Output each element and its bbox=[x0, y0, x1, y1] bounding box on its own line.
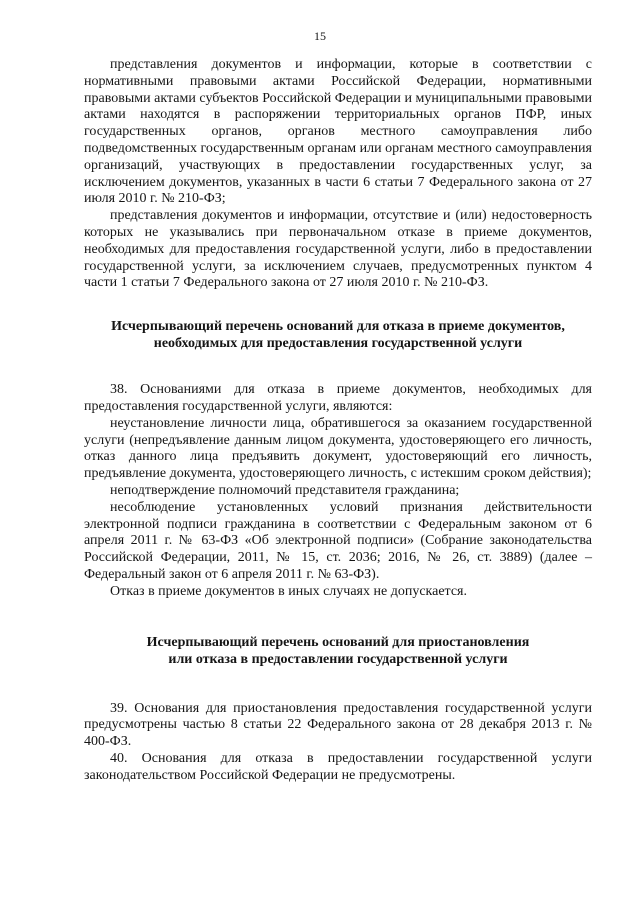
section-heading-line: необходимых для предоставления государственной услуги bbox=[153, 336, 523, 352]
section-heading-suspension-refusal bbox=[84, 634, 592, 668]
paragraph-documents-not-indicated: представления документов и информации, отсутствие и (или) недостоверность которых не указывались при первоначальном отказе в приеме документов, необходимых для предоставления государственной услуги, либо в предоставлении государственной услуги, за исключением случаев, предусмотренных пунктом 4 части 1 статьи 7 Федерального закона от 27 июля 2010 г. № 210-ФЗ. bbox=[84, 208, 592, 291]
section-heading-line: или отказа в предоставлении государственной услуги bbox=[168, 651, 508, 667]
paragraph-electronic-signature: несоблюдение установленных условий признания действительности электронной подписи гражданина в соответствии с Федеральным законом от 6 апреля 2011 г. № 63-ФЗ «Об электронной подписи» (Собрание законодательства Российской Федерации, 2011, № 15, ст. 2036; 2016, № 26, ст. 3889) (далее – Федеральный закон от 6 апреля 2011 г. № 63-ФЗ). bbox=[84, 499, 592, 582]
section-heading-line: Исчерпывающий перечень оснований для приостановления bbox=[146, 634, 530, 650]
page-number: 15 bbox=[314, 29, 326, 43]
document-body bbox=[84, 57, 592, 785]
paragraph-identity-not-established: неустановление личности лица, обратившегося за оказанием государственной услуги (непредъявление данным лицом документа, удостоверяющего его личность, отказ данного лица предъявить документ, удостоверяющий его личность, предъявление документа, удостоверяющего личность, с истекшим сроком действия); bbox=[84, 415, 592, 482]
paragraph-no-other-refusal: Отказ в приеме документов в иных случаях не допускается. bbox=[110, 583, 467, 599]
section-heading-line: Исчерпывающий перечень оснований для отказа в приеме документов, bbox=[111, 319, 565, 335]
paragraph-authority-not-confirmed: неподтверждение полномочий представителя гражданина; bbox=[110, 482, 460, 498]
section-heading-refusal-acceptance bbox=[84, 318, 592, 352]
paragraph-documents-in-possession: представления документов и информации, которые в соответствии с нормативными правовыми актами Российской Федерации, нормативными правовыми актами субъектов Российской Федерации и муниципальными правовыми актами находятся в распоряжении территориальных органов ПФР, иных государственных органов, органов местного самоуправления либо подведомственных государственным органам или органам местного самоуправления организаций, участвующих в предоставлении государственных услуг, за исключением документов, указанных в части 6 статьи 7 Федерального закона от 27 июля 2010 г. № 210-ФЗ; bbox=[84, 57, 592, 207]
paragraph-item-38: 38. Основаниями для отказа в приеме документов, необходимых для предоставления государственной услуги, являются: bbox=[84, 382, 592, 414]
paragraph-item-40: 40. Основания для отказа в предоставлении государственной услуги законодательством Российской Федерации не предусмотрены. bbox=[84, 750, 592, 783]
paragraph-item-39: 39. Основания для приостановления предоставления государственной услуги предусмотрены частью 8 статьи 22 Федерального закона от 28 декабря 2013 г. № 400-ФЗ. bbox=[84, 700, 592, 750]
